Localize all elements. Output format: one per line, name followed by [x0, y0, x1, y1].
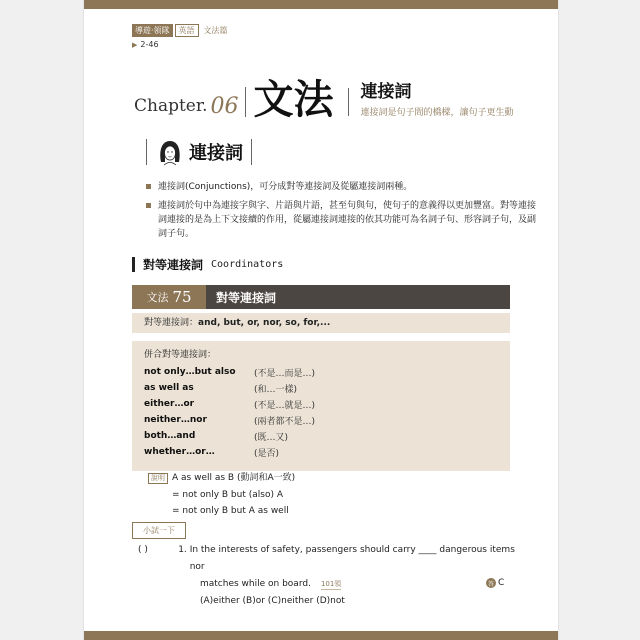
meaning: (是否) [254, 448, 280, 459]
topic-header [146, 138, 252, 166]
table-row [144, 396, 315, 412]
chapter-header [134, 74, 514, 122]
meaning: (既…又) [254, 432, 289, 443]
bullet-item [146, 180, 541, 194]
bullet-text: 連接詞於句中為連接字與字、片語與片語，甚至句與句，使句子的意義得以更加豐富。對等連接詞連接的是為上下文接續的作用，從屬連接詞連接的依其功能可為名詞子句、形容詞子句，及副詞子句。 [158, 201, 537, 239]
answer-icon: 答 [486, 578, 496, 588]
note-line: = not only B but A as well [172, 506, 289, 516]
meaning: (兩者都不是…) [254, 416, 316, 427]
coordinators-words: and, but, or, nor, so, for,... [198, 318, 331, 328]
correlatives-header: 併合對等連接詞： [144, 350, 217, 360]
term: neither…nor [144, 415, 207, 425]
grammar-point-bar [132, 285, 510, 309]
section-heading [132, 256, 283, 273]
chapter-word: Chapter. [134, 96, 208, 116]
note-tag: 說明 [148, 473, 168, 484]
term: as well as [144, 383, 194, 393]
chapter-tagline: 連接詞是句子間的橋樑，讓句子更生動 [360, 108, 514, 118]
question-text: matches while on board. [200, 579, 311, 589]
meaning: (和…一樣) [254, 384, 298, 395]
chapter-title: 文法 [253, 76, 334, 123]
chapter-subtitle: 連接詞 [360, 82, 412, 102]
coordinators-list [132, 313, 510, 333]
chapter-number: 06 [210, 94, 239, 119]
bullet-square-icon [146, 184, 151, 189]
bottom-band [84, 631, 558, 640]
intro-bullets [146, 180, 541, 246]
chapter-subtitle-block [361, 77, 514, 118]
bullet-square-icon [146, 203, 151, 208]
topic-title: 連接詞 [189, 143, 243, 164]
grammar-label-number: 75 [172, 288, 192, 306]
question-row [138, 542, 518, 576]
quiz-question [138, 542, 518, 610]
question-continued [138, 576, 518, 593]
correlatives-table [144, 364, 315, 460]
question-options: (A)either (B)or (C)neither (D)not [200, 596, 345, 606]
note-line: = not only B but (also) A [172, 489, 283, 500]
section-title-zh: 對等連接詞 [143, 258, 204, 272]
crumb-category: 導遊‧領隊 [132, 24, 173, 37]
table-row [144, 444, 315, 460]
term: whether…or… [144, 447, 215, 457]
grammar-label [132, 285, 206, 309]
page-number [132, 40, 159, 49]
term: either…or [144, 399, 195, 409]
divider [245, 87, 246, 117]
table-row [144, 380, 315, 396]
grammar-label-word: 文法 [146, 291, 169, 304]
top-band [84, 0, 558, 9]
table-row [144, 364, 315, 380]
section-title-en: Coordinators [211, 259, 284, 270]
meaning: (不是…就是…) [254, 400, 316, 411]
bullet-text: 連接詞(Conjunctions)，可分成對等連接詞及從屬連接詞兩種。 [158, 182, 413, 192]
exam-year: 101領 [320, 580, 342, 588]
question-text: In the interests of safety, passengers should carry ____ dangerous items nor [189, 545, 515, 572]
coordinators-label: 對等連接詞： [144, 318, 199, 328]
bullet-item [146, 199, 541, 241]
triangle-icon: ▶ [132, 40, 138, 49]
breadcrumb [132, 24, 233, 37]
term: not only…but also [144, 367, 236, 377]
avatar-icon [157, 138, 183, 166]
note-line: A as well as B (動詞和A一致) [172, 473, 296, 483]
table-row [144, 412, 315, 428]
crumb-section: 文法篇 [203, 26, 228, 35]
table-row [144, 428, 315, 444]
grammar-point-name: 對等連接詞 [216, 290, 277, 305]
section-bar [132, 257, 135, 272]
explanation-note [148, 470, 295, 520]
document-page [84, 0, 558, 640]
quiz-tag: 小試一下 [132, 522, 186, 539]
divider [251, 139, 252, 165]
answer-value: C [498, 578, 505, 588]
note-row [148, 470, 295, 487]
divider [348, 88, 349, 116]
page-number-text: 2-46 [140, 40, 159, 49]
meaning: (不是…而是…) [254, 368, 316, 379]
answer [486, 578, 504, 588]
question-number: 1. [178, 545, 187, 555]
correlatives-box [132, 341, 510, 471]
divider [146, 139, 147, 165]
crumb-subject: 英語 [175, 24, 199, 37]
term: both…and [144, 431, 196, 441]
answer-blank: ( ) [138, 545, 148, 555]
